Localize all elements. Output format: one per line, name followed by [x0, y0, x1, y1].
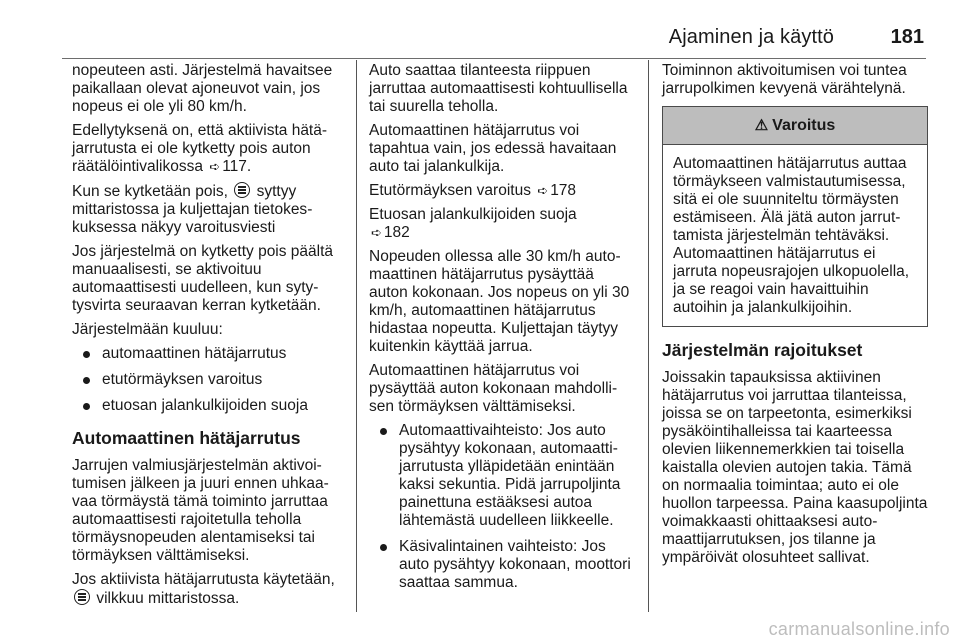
bullet-icon: [380, 544, 387, 551]
transmission-list: [369, 422, 634, 592]
paragraph: Järjestelmään kuuluu:: [72, 321, 223, 338]
paragraph-text: Etutörmäyksen varoitus: [369, 182, 531, 199]
warning-header: [663, 107, 927, 145]
bullet-icon: [83, 351, 90, 358]
paragraph: Jarrujen valmiusjärjestelmän aktivoitumisen jälkeen ja juuri ennen uhkaavaa törmäystä tämä toiminto jarruttaa automaattisesti rajoitetulla teholla törmäysnopeuden alentamiseksi tai törmäyksen välttämiseksi.: [72, 457, 329, 564]
section-heading: Automaattinen hätäjarrutus: [72, 428, 301, 448]
list-item-text: Käsivalintainen vaihteisto: Jos auto pysähtyy kokonaan, moottori saattaa sammua.: [399, 538, 631, 591]
paragraph: Joissakin tapauksissa aktiivinen hätäjarrutus voi jarruttaa tilanteissa, joissa se on tarpeetonta, esimerkiksi pysäköintihalleissa tai kaarteessa olevien liikennemerkkien tai toisella kaistalla olevien autojen takia. Tämä on normaalia toimintaa; auto ei ole huollon tarpeessa. Paina kaasupoljinta voimakkaasti ohittaaksesi automaattijarrutuksen, jos tilanne ja ympäröivät olosuhteet sallivat.: [662, 369, 928, 566]
collision-warning-indicator-icon: [234, 182, 250, 198]
list-item: [369, 538, 634, 592]
list-item-text: Automaattivaihteisto: Jos auto pysähtyy kokonaan, automaattijarrutusta ylläpidetään enintään kaksi sekuntia. Pidä jarrupoljinta painettuna estääksesi autoa lähtemästä uudelleen liikkeelle.: [399, 422, 621, 529]
warning-triangle-icon: ⚠: [754, 117, 769, 134]
column-2: [369, 62, 634, 600]
column-3: [662, 62, 928, 573]
paragraph: Auto saattaa tilanteesta riippuen jarruttaa automaattisesti kohtuullisella tai suurella teholla.: [369, 62, 628, 115]
paragraph-text: syttyy mittaristossa ja kuljettajan tietokeskuksessa näkyy varoitusviesti: [72, 183, 313, 236]
watermark: carmanualsonline.info: [768, 619, 950, 639]
list-item-text: etuosan jalankulkijoiden suoja: [102, 397, 308, 414]
list-item: [72, 371, 344, 389]
paragraph: Automaattinen hätäjarrutus voi tapahtua vain, jos edessä havaitaan auto tai jalankulkija.: [369, 122, 617, 175]
paragraph-text: Kun se kytketään pois,: [72, 183, 228, 200]
warning-title: Varoitus: [772, 117, 836, 134]
list-item: [72, 345, 344, 363]
paragraph: [369, 182, 634, 200]
header-title: Ajaminen ja käyttö: [668, 26, 834, 48]
paragraph: [72, 122, 344, 176]
list-item-text: automaattinen hätäjarrutus: [102, 345, 287, 362]
list-item-text: etutörmäyksen varoitus: [102, 371, 263, 388]
collision-warning-indicator-icon: [74, 589, 90, 605]
page-ref-link[interactable]: 182: [383, 224, 410, 241]
paragraph: Automaattinen hätäjarrutus voi pysäyttää auton kokonaan mahdollisen törmäyksen välttämiseksi.: [369, 362, 618, 415]
page-ref-arrow-icon: ➪: [537, 183, 549, 198]
paragraph: [72, 571, 344, 608]
paragraph-text: Jos aktiivista hätäjarrutusta käytetään,: [72, 571, 335, 588]
column-divider-2: [648, 60, 649, 612]
warning-box: [662, 106, 928, 327]
column-divider-1: [356, 60, 357, 612]
section-heading: Järjestelmän rajoitukset: [662, 340, 863, 360]
bullet-icon: [380, 428, 387, 435]
paragraph-text: Etuosan jalankulkijoiden suoja: [369, 206, 577, 223]
page-header: [62, 14, 926, 54]
system-components-list: [72, 345, 344, 415]
page-ref-arrow-icon: ➪: [209, 159, 221, 174]
paragraph-text: vilkkuu mittaristossa.: [96, 590, 240, 607]
warning-text: Automaattinen hätäjarrutus auttaa törmäykseen valmistautumisessa, sitä ei ole suunniteltu törmäysten estämiseen. Älä jätä auton jarruttamista järjestelmän tehtäväksi. Automaattinen hätäjarrutus ei jarruta nopeusrajojen ulkopuolella, ja se reagoi vain havaittuihin autoihin ja jalankulkijoihin.: [673, 155, 910, 316]
paragraph: nopeuteen asti. Järjestelmä havaitsee paikallaan olevat ajoneuvot vain, jos nopeus ei ole yli 80 km/h.: [72, 62, 333, 115]
paragraph-text: Edellytyksenä on, että aktiivista hätäjarrutusta ei ole kytketty pois auton räätälöintivalikossa: [72, 122, 328, 175]
page-ref-link[interactable]: 178: [550, 182, 577, 199]
page-ref-link[interactable]: 117.: [222, 158, 252, 175]
paragraph: Jos järjestelmä on kytketty pois päältä manuaalisesti, se aktivoituu automaattisesti uudelleen, kun sytytysvirta seuraavan kerran kytketään.: [72, 243, 334, 314]
paragraph: Toiminnon aktivoitumisen voi tuntea jarrupolkimen kevyenä värähtelynä.: [662, 62, 907, 97]
list-item: [72, 397, 344, 415]
page-number: 181: [890, 26, 924, 48]
bullet-icon: [83, 403, 90, 410]
page-ref-arrow-icon: ➪: [371, 225, 382, 240]
list-item: [369, 422, 634, 530]
bullet-icon: [83, 377, 90, 384]
column-1: [72, 62, 344, 614]
paragraph: [369, 206, 634, 242]
paragraph: [72, 182, 344, 237]
header-rule: [62, 58, 926, 59]
paragraph: Nopeuden ollessa alle 30 km/h automaattinen hätäjarrutus pysäyttää auton kokonaan. Jos nopeus on yli 30 km/h, automaattinen hätäjarrutus hidastaa nopeutta. Kuljettajan täytyy kuitenkin käyttää jarrua.: [369, 248, 630, 355]
